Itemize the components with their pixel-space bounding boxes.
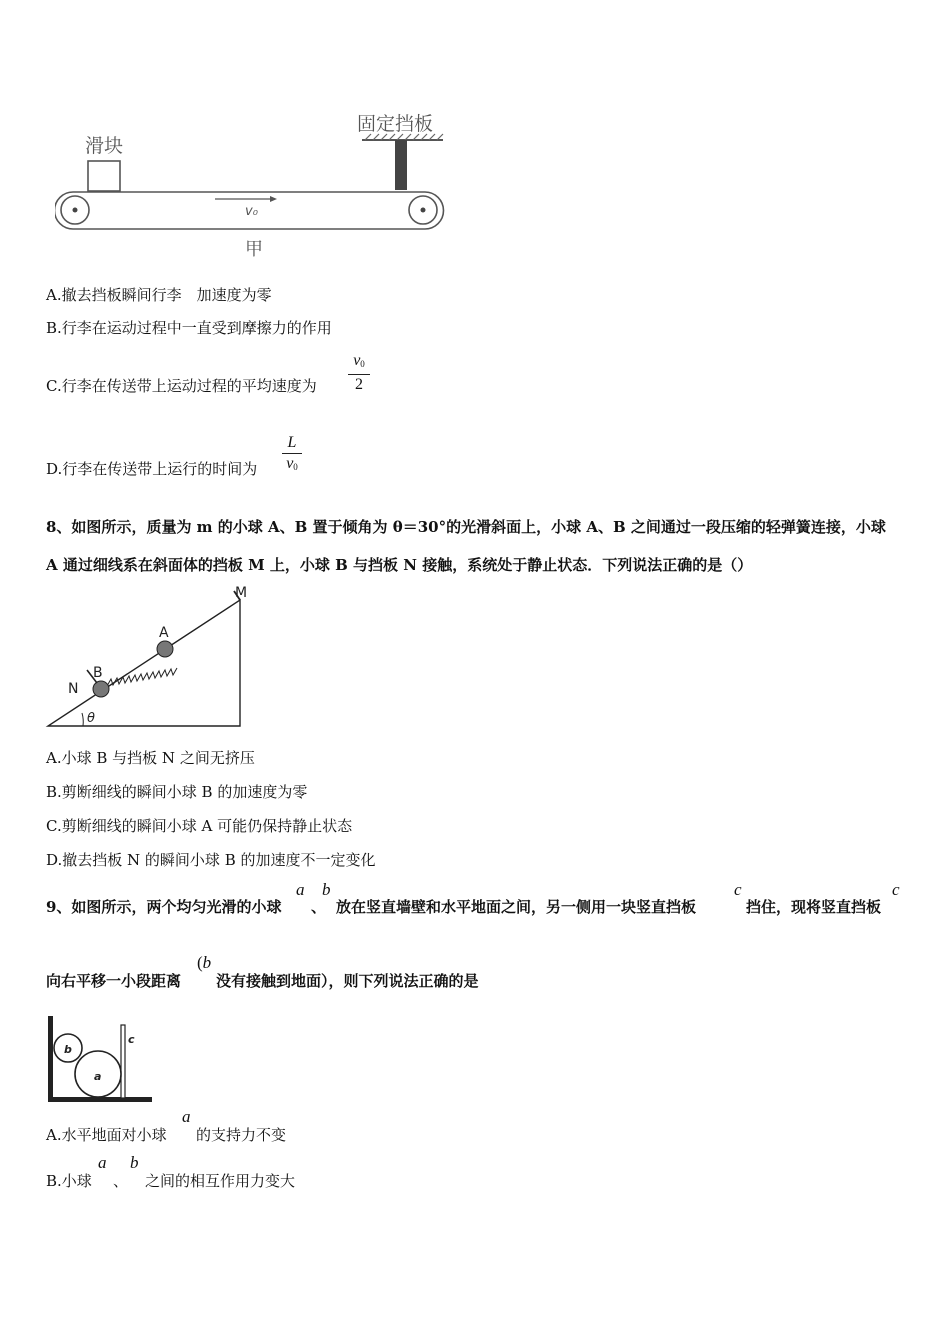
q9-option-b-sep: 、 [113, 1172, 129, 1190]
q9-var-c: c [734, 880, 742, 899]
q9-var-c-2: c [892, 880, 900, 899]
two-balls-figure [46, 1013, 156, 1105]
q9-option-b-part2: 之间的相互作用力变大 [145, 1172, 296, 1190]
conveyor-belt-figure [55, 100, 455, 265]
q9-line1-part3: 挡住，现将竖直挡板 [746, 898, 882, 916]
q9-option-b-part1: B.小球 [46, 1172, 92, 1190]
baffle-c [121, 1025, 125, 1098]
q8-option-c: C.剪断细线的瞬间小球 A 可能仍保持静止状态 [46, 817, 353, 835]
q8-question-line2: A 通过细线系在斜面体的挡板 M 上，小球 B 与挡板 N 接触，系统处于静止状态．下列说法正确的是（） [46, 556, 753, 574]
q7-option-c: C.行李在传送带上运动过程的平均速度为 [46, 377, 317, 395]
q8-option-a: A.小球 B 与挡板 N 之间无挤压 [46, 749, 255, 767]
q9-option-a-var: a [182, 1107, 191, 1126]
ball-b-label: b [64, 1043, 72, 1056]
ball-a [157, 641, 173, 657]
q9-var-b: b [322, 880, 331, 899]
slider-label: 滑块 [85, 135, 124, 157]
q9-option-a-part2: 的支持力不变 [196, 1126, 287, 1144]
baffle-n-label: N [68, 681, 79, 697]
theta-label: θ [87, 711, 95, 726]
q9-paren-b: (b [197, 953, 212, 972]
q9-var-a: a [296, 880, 305, 899]
baffle-c-label: c [128, 1033, 135, 1046]
q8-question-line1: 8、如图所示，质量为 m 的小球 A、B 置于倾角为 θ＝30°的光滑斜面上，小球 A、B 之间通过一段压缩的轻弹簧连接，小球 [46, 518, 886, 536]
q9-line2-part1: 向右平移一小段距离 [46, 972, 182, 990]
ball-b-label: B [93, 665, 103, 681]
ball-a-label: a [94, 1070, 102, 1083]
baffle-label: 固定挡板 [357, 113, 434, 135]
q9-option-a-part1: A.水平地面对小球 [46, 1126, 167, 1144]
q7-option-b: B.行李在运动过程中一直受到摩擦力的作用 [46, 319, 332, 337]
q7-option-c-fraction: $v_0$ 2 [348, 352, 370, 394]
slider-block [88, 161, 120, 191]
q7-option-d: D.行李在传送带上运行的时间为 [46, 460, 258, 478]
q9-option-b-var-a: a [98, 1153, 107, 1172]
ball-b [93, 681, 109, 697]
wall [48, 1016, 53, 1102]
incline-figure [45, 583, 260, 733]
ground [48, 1097, 152, 1102]
baffle-m-label: M [235, 585, 248, 601]
q8-option-d: D.撤去挡板 N 的瞬间小球 B 的加速度不一定变化 [46, 851, 376, 869]
velocity-label: v₀ [245, 204, 258, 219]
q9-line1-part1: 9、如图所示，两个均匀光滑的小球 [46, 898, 282, 916]
q9-line2-part2: 没有接触到地面），则下列说法正确的是 [216, 972, 479, 990]
figure-caption: 甲 [245, 239, 263, 260]
ball-a-label: A [159, 625, 169, 641]
q8-option-b: B.剪断细线的瞬间小球 B 的加速度为零 [46, 783, 308, 801]
q7-option-d-fraction: L $v_0$ [282, 434, 302, 476]
fixed-baffle [395, 140, 407, 190]
q7-option-a: A.撤去挡板瞬间行李 加速度为零 [46, 286, 272, 304]
q9-line1-part2: 放在竖直墙壁和水平地面之间，另一侧用一块竖直挡板 [336, 898, 697, 916]
q9-separator: 、 [311, 898, 327, 916]
q9-option-b-var-b: b [130, 1153, 139, 1172]
